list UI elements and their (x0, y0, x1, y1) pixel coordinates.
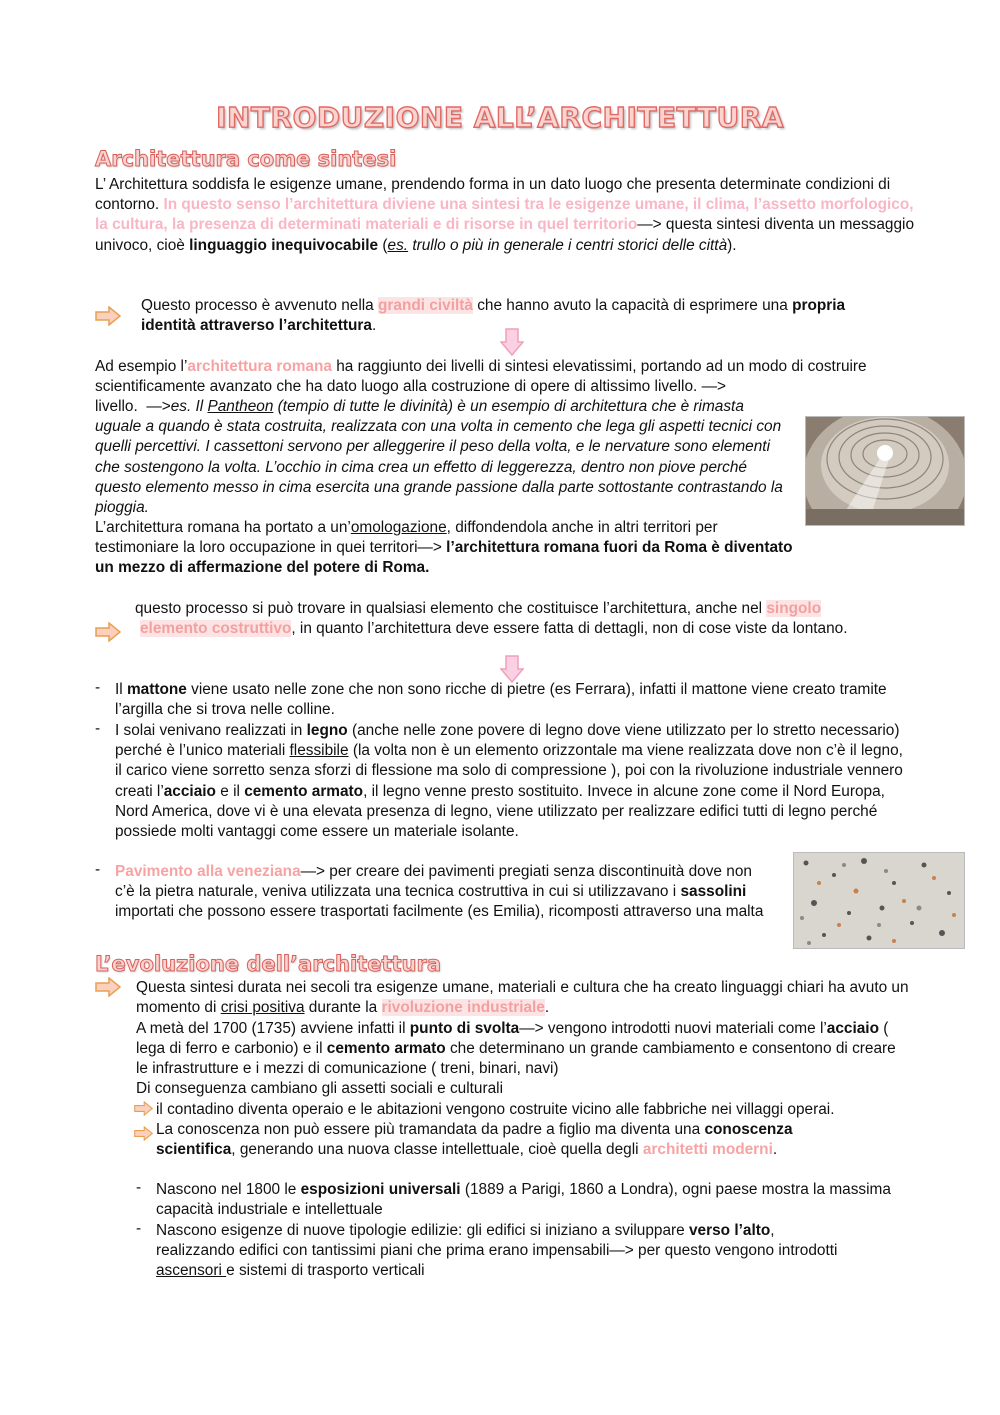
page-title: INTRODUZIONE ALL’ARCHITETTURA (216, 101, 784, 134)
paragraph-pantheon: es. Il Pantheon (tempio di tutte le divinità) è un esempio di architettura che è rimasta uguale a quando è stata costruita, realizzata con una volta in cemento che lega gli aspetti tecnici con quelli percettivi. I cassettoni servono per alleggerire il peso della volta, e le nervature sono elementi che sostengono la volta. L’occhio in cima crea un effetto di leggerezza, dentro non piove perché questo elemento messo in cima esercita una grande passione dalla parte sottostante contrastando la pioggia. (95, 398, 783, 517)
paragraph-roman-intro: Ad esempio l’architettura romana ha raggiunto dei livelli di sintesi elevatissimi, portando ad un modo di costruire scientificamente avanzato che ha dato luogo alla costruzione di opere di altissimo livello. —> (95, 358, 867, 396)
list-dash: - (95, 720, 101, 737)
livello-prefix: livello. —> (95, 398, 171, 415)
paragraph-crisi: Questa sintesi durata nei secoli tra esigenze umane, materiali e cultura che ha creato linguaggi chiari ha avuto un momento di crisi positiva durante la rivoluzione industriale. (136, 979, 909, 1017)
down-arrow-icon (500, 328, 524, 356)
list-item-conoscenza: La conoscenza non può essere più tramandata da padre a figlio ma diventa una conoscenza scientifica, generando una nuova classe intellettuale, cioè quella degli architetti moderni. (156, 1121, 793, 1159)
paragraph-omologazione: L’architettura romana ha portato a un’omologazione, diffondendola anche in altri territori per testimoniare la loro occupazione in quei territori—> l’architettura romana fuori da Roma è diventato un mezzo di affermazione del potere di Roma. (95, 519, 793, 577)
list-item-esposizioni: Nascono nel 1800 le esposizioni universali (1889 a Parigi, 1860 a Londra), ogni paese mostra la massima capacità industriale e intellettuale (156, 1181, 891, 1219)
list-dash: - (136, 1179, 142, 1196)
paragraph-intro: L’ Architettura soddisfa le esigenze umane, prendendo forma in un dato luogo che presenta determinate condizioni di contorno. In questo senso l’architettura diviene una sintesi tra le esigenze umane, il clima, l’assetto morfologico, la cultura, la presenza di determinati materiali e di risorse in quel territorio—> questa sintesi diventa un messaggio univoco, cioè linguaggio inequivocabile (es. trullo o più in generale i centri storici delle città). (95, 176, 915, 254)
list-item-verso-alto: Nascono esigenze di nuove tipologie edilizie: gli edifici si iniziano a sviluppare verso l’alto, realizzando edifici con tantissimi piani che prima erano impensabili—> per questo vengono introdotti ascensori e sistemi di trasporto verticali (156, 1222, 838, 1280)
pantheon-image (805, 416, 965, 526)
list-dash: - (95, 861, 101, 878)
callout-singolo-elemento: questo processo si può trovare in qualsiasi elemento che costituisce l’architettura, anche nel singolo elemento costruttivo, in quanto l’architettura deve essere fatta di dettagli, non di cose viste da lontano. (135, 600, 848, 638)
paragraph-conseguenza: Di conseguenza cambiano gli assetti sociali e culturali (136, 1080, 504, 1097)
section-heading-evoluzione: L’evoluzione dell’architettura (95, 952, 441, 976)
right-arrow-icon (134, 1126, 153, 1141)
right-arrow-icon (95, 306, 121, 326)
section-heading-sintesi: Architettura come sintesi (95, 147, 397, 171)
terrazzo-floor-image (793, 852, 965, 949)
down-arrow-icon (500, 655, 524, 683)
list-item-mattone: Il mattone viene usato nelle zone che non sono ricche di pietre (es Ferrara), infatti il mattone viene creato tramite l’argilla che si trova nelle colline. (115, 681, 887, 719)
right-arrow-icon (95, 622, 121, 642)
list-item-veneziana: Pavimento alla veneziana—> per creare dei pavimenti pregiati senza discontinuità dove non c’è la pietra naturale, veniva utilizzata una tecnica costruttiva in cui si utilizzavano i sassolini importati che possono essere trasportati facilmente (es Emilia), ricomposti attraverso una malta (115, 863, 764, 921)
paragraph-punto-svolta: A metà del 1700 (1735) avviene infatti il punto di svolta—> vengono introdotti nuovi materiali come l’acciaio ( lega di ferro e carbonio) e il cemento armato che determinano un grande cambiamento e consentono di creare le infrastrutture e i mezzi di comunicazione ( treni, binari, navi) (136, 1020, 896, 1078)
list-dash: - (136, 1220, 142, 1237)
right-arrow-icon (134, 1101, 153, 1116)
callout-grandi-civilta: Questo processo è avvenuto nella grandi civiltà che hanno avuto la capacità di esprimere una propria identità attraverso l’architettura. (141, 297, 846, 335)
right-arrow-icon (95, 977, 121, 997)
list-dash: - (95, 679, 101, 696)
list-item-legno: I solai venivano realizzati in legno (anche nelle zone povere di legno dove viene utilizzato per lo stretto necessario) perché è l’unico materiali flessibile (la volta non è un elemento orizzontale ma viene realizzata dove non c’è il legno, il carico viene sorretto senza sforzi di flessione ma solo di compressione ), poi con la rivoluzione industriale vennero creati l’acciaio e il cemento armato, il legno venne presto sostituito. Invece in alcune zone come il Nord Europa, Nord America, dove vi è una elevata presenza di legno, viene utilizzato per realizzare edifici tutti di legno perché possiede molti vantaggi come essere un materiale isolante. (115, 722, 903, 841)
list-item-contadino: il contadino diventa operaio e le abitazioni vengono costruite vicino alle fabbriche nei villaggi operai. (156, 1101, 835, 1118)
